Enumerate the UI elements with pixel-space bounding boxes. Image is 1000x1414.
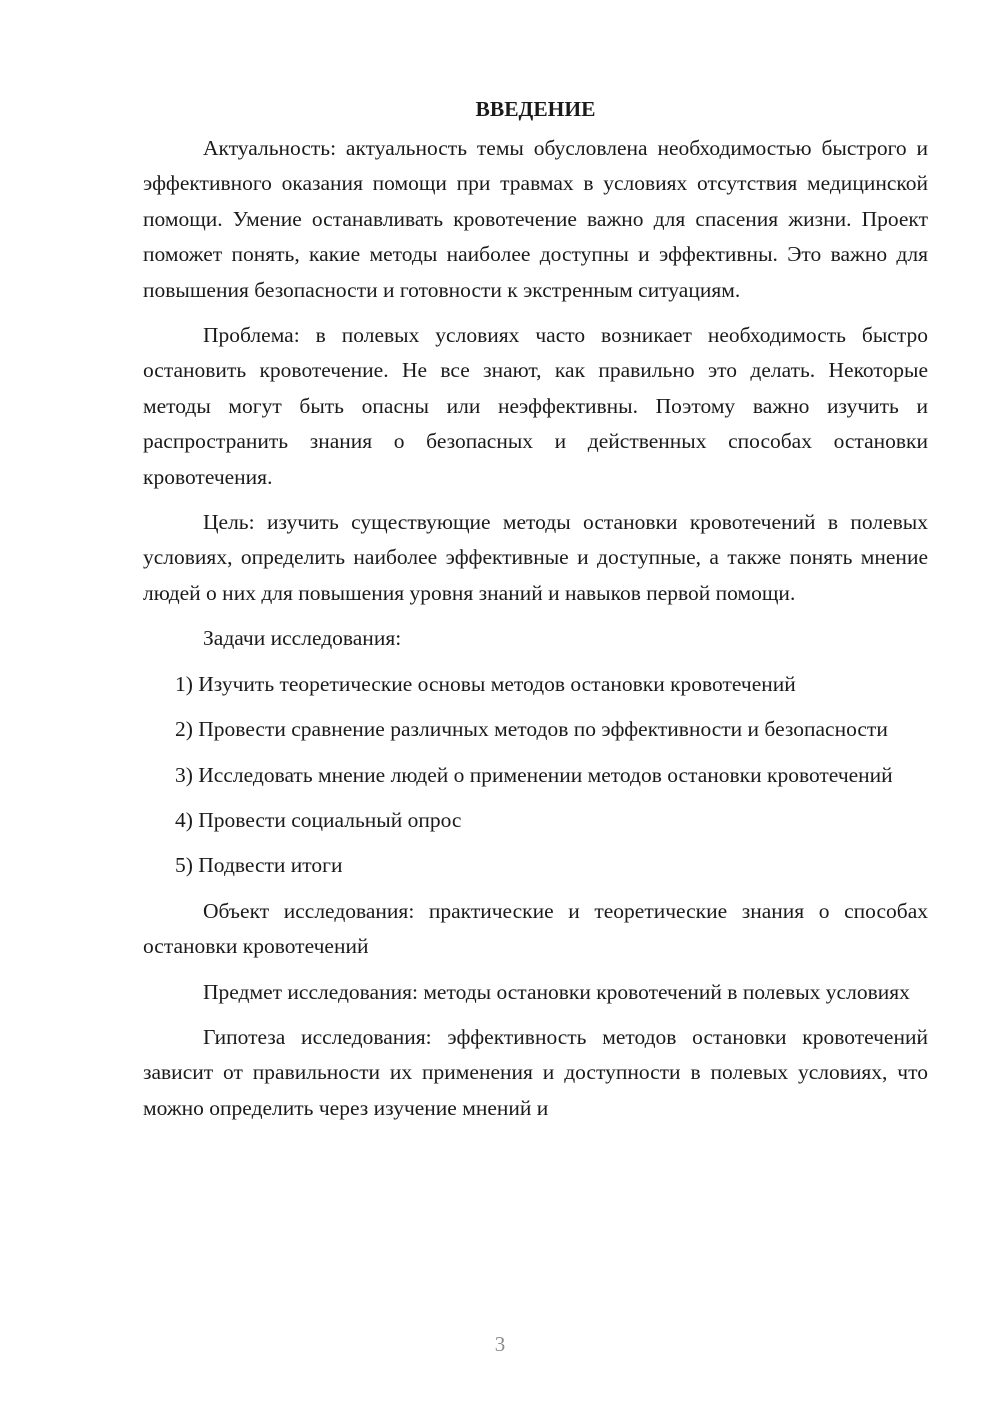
paragraph-subject: Предмет исследования: методы остановки кровотечений в полевых условиях	[203, 979, 910, 1004]
task-item-3: 3) Исследовать мнение людей о применении методов остановки кровотечений	[175, 762, 893, 787]
paragraph-object: Объект исследования: практические и теоретические знания о способах остановки кровотечений	[143, 898, 928, 959]
paragraph-hypothesis: Гипотеза исследования: эффективность методов остановки кровотечений зависит от правильности их применения и доступности в полевых условиях, что можно определить через изучение мнений и	[143, 1024, 928, 1120]
task-item-4: 4) Провести социальный опрос	[175, 807, 462, 832]
paragraph-relevance: Актуальность: актуальность темы обусловлена необходимостью быстрого и эффективного оказания помощи при травмах в условиях отсутствия медицинской помощи. Умение останавливать кровотечение важно для спасения жизни. Проект поможет понять, какие методы наиболее доступны и эффективны. Это важно для повышения безопасности и готовности к экстренным ситуациям.	[143, 136, 928, 302]
paragraph-problem: Проблема: в полевых условиях часто возникает необходимость быстро остановить кровотечение. Не все знают, как правильно это делать. Некоторые методы могут быть опасны или неэффективны. Поэтому важно изучить и распространить знания о безопасных и действенных способах остановки кровотечения.	[143, 323, 928, 489]
task-item-1: 1) Изучить теоретические основы методов остановки кровотечений	[175, 671, 796, 696]
document-page	[143, 92, 928, 1136]
tasks-heading: Задачи исследования:	[203, 626, 402, 651]
document-title: ВВЕДЕНИЕ	[475, 97, 596, 121]
task-item-5: 5) Подвести итоги	[175, 853, 343, 878]
task-item-2: 2) Провести сравнение различных методов по эффективности и безопасности	[175, 717, 888, 742]
page-number: 3	[494, 1332, 506, 1356]
paragraph-goal: Цель: изучить существующие методы остановки кровотечений в полевых условиях, определить наиболее эффективные и доступные, а также понять мнение людей о них для повышения уровня знаний и навыков первой помощи.	[143, 510, 928, 605]
